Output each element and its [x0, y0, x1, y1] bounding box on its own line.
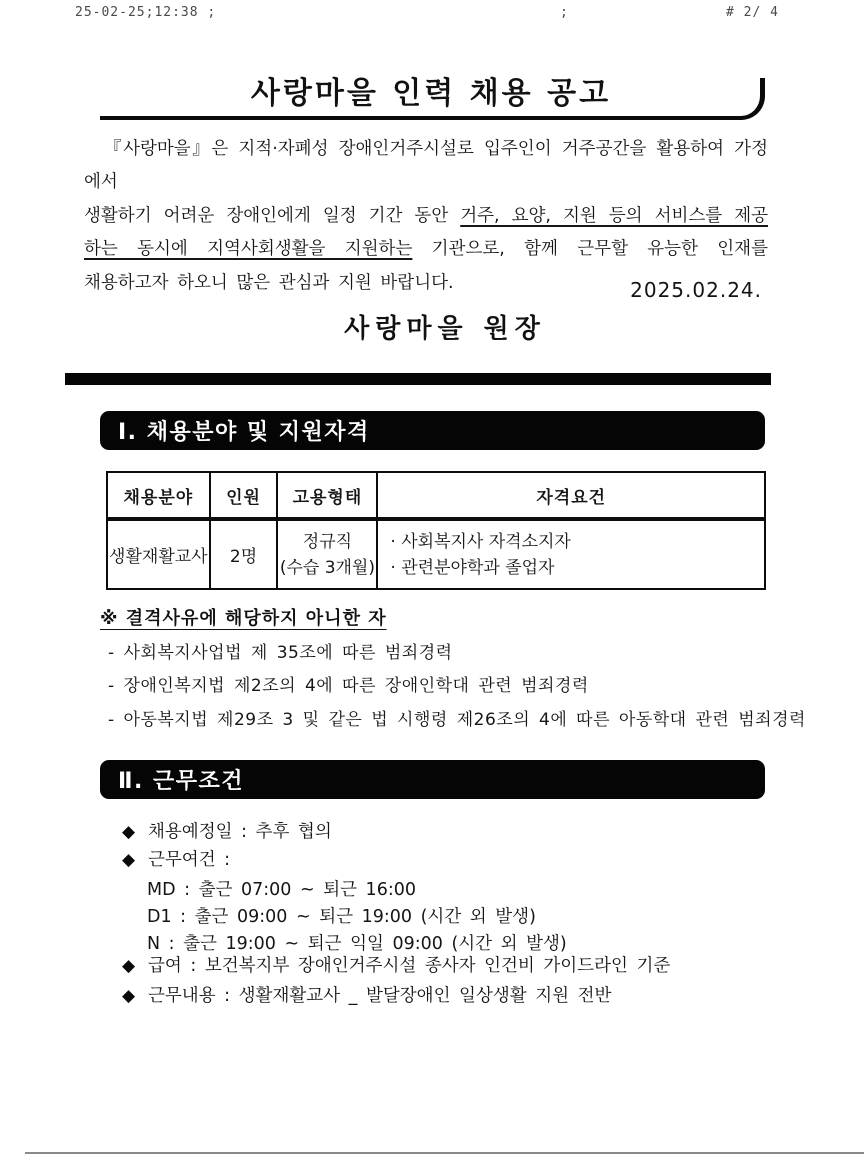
- title-underline-bracket: [100, 78, 765, 120]
- cell-employment-type: [277, 519, 377, 589]
- employment-type-line1: 정규직: [302, 531, 353, 552]
- intro-line-1: [84, 133, 768, 200]
- bullet-job-description: [122, 982, 611, 1007]
- bullet-hire-date-text: 채용예정일 : 추후 협의: [148, 822, 332, 842]
- intro-line-2-text: 생활하기 어려운 장애인에게 일정 기간 동안: [84, 205, 461, 226]
- shift-md-text: MD : 출근 07:00 ~ 퇴근 16:00: [147, 880, 416, 900]
- intro-line-3-text: 기관으로, 함께 근무할 유능한 인재를: [412, 239, 768, 260]
- diamond-bullet-icon: ◆: [122, 986, 136, 1006]
- cell-field: 생활재활교사: [107, 519, 210, 589]
- diamond-bullet-icon: ◆: [122, 956, 136, 976]
- recruitment-table: [106, 471, 766, 590]
- bullet-salary: [122, 952, 670, 977]
- bullet-hire-date: [122, 818, 332, 843]
- shift-md-line: [147, 876, 416, 901]
- shift-n-text: N : 출근 19:00 ~ 퇴근 익일 09:00 (시간 외 발생): [147, 934, 567, 954]
- disqualification-note-1: - 사회복지사업법 제 35조에 따른 범죄경력: [108, 643, 453, 663]
- cell-qualifications: [377, 519, 765, 589]
- intro-paragraph: [84, 133, 768, 300]
- section-divider-bar: [65, 373, 771, 385]
- table-header-count: 인원: [210, 472, 278, 519]
- diamond-bullet-icon: ◆: [122, 822, 136, 842]
- qualification-line2: · 관련분야학과 졸업자: [390, 557, 555, 578]
- fax-separator: ;: [560, 5, 569, 20]
- employment-type-line2: (수습 3개월): [279, 557, 375, 578]
- fax-timestamp: 25-02-25;12:38 ;: [75, 5, 217, 20]
- document-date: 2025.02.24.: [630, 278, 762, 302]
- shift-d1-line: [147, 903, 536, 928]
- diamond-bullet-icon: ◆: [122, 850, 136, 870]
- table-header-row: [107, 472, 765, 519]
- section1-heading: Ⅰ. 채용분야 및 지원자격: [100, 411, 765, 450]
- disqualification-note-title: ※ 결격사유에 해당하지 아니한 자: [100, 608, 387, 629]
- intro-line-3: [84, 233, 768, 266]
- page-bottom-rule: [25, 1152, 864, 1154]
- shift-d1-text: D1 : 출근 09:00 ~ 퇴근 19:00 (시간 외 발생): [147, 907, 536, 927]
- cell-count: 2명: [210, 519, 278, 589]
- bullet-job-description-text: 근무내용 : 생활재활교사 _ 발달장애인 일상생활 지원 전반: [148, 986, 612, 1006]
- fax-header: [0, 5, 864, 23]
- intro-line-3-underlined: 하는 동시에 지역사회생활을 지원하는: [84, 239, 413, 260]
- section2-heading: Ⅱ. 근무조건: [100, 760, 765, 799]
- page-title: 사랑마을 인력 채용 공고: [250, 76, 612, 111]
- signature-line: 사랑마을 원장: [344, 314, 546, 344]
- qualification-line1: · 사회복지사 자격소지자: [390, 531, 571, 552]
- intro-line-1-text: 『사랑마을』은 지적·자폐성 장애인거주시설로 입주인이 거주공간을 활용하여 가정에서: [84, 139, 768, 193]
- table-header-field: 채용분야: [107, 472, 210, 519]
- intro-line-2: [84, 200, 768, 233]
- bullet-work-conditions-text: 근무여건 :: [148, 850, 231, 870]
- table-row: [107, 519, 765, 589]
- disqualification-note-3: - 아동복지법 제29조 3 및 같은 법 시행령 제26조의 4에 따른 아동학대 관련 범죄경력: [108, 710, 806, 730]
- table-header-type: 고용형태: [277, 472, 377, 519]
- intro-line-4-text: 채용하고자 하오니 많은 관심과 지원 바랍니다.: [84, 272, 454, 293]
- disqualification-note-2: - 장애인복지법 제2조의 4에 따른 장애인학대 관련 범죄경력: [108, 676, 589, 696]
- fax-page-count: # 2/ 4: [726, 5, 779, 20]
- table-header-qualifications: 자격요건: [377, 472, 765, 519]
- intro-line-2-underlined: 거주, 요양, 지원 등의 서비스를 제공: [460, 205, 769, 226]
- bullet-work-conditions: [122, 846, 230, 871]
- bullet-salary-text: 급여 : 보건복지부 장애인거주시설 종사자 인건비 가이드라인 기준: [148, 956, 671, 976]
